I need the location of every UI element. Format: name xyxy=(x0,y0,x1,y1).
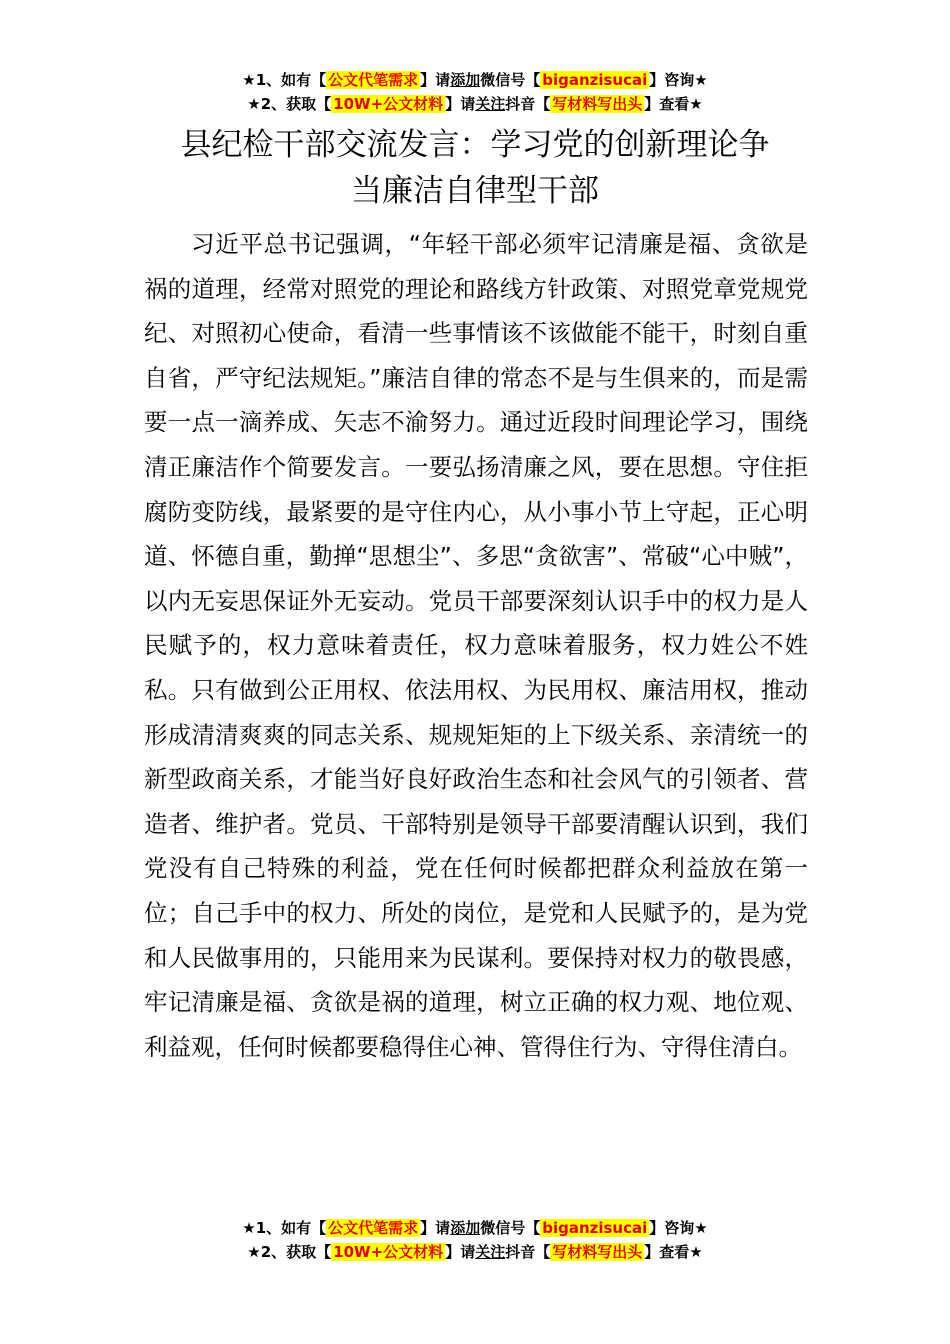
footer-banner xyxy=(0,1216,950,1264)
highlight-materials: 10W+公文材料 xyxy=(333,95,444,113)
highlight-materials: 10W+公文材料 xyxy=(333,1243,444,1261)
banner-line-1: ★1、如有【 公文代笔需求 】请添加微信号【 biganzisucai 】咨询★ xyxy=(242,1219,708,1237)
banner-line-2: ★2、获取【 10W+公文材料 】请关注抖音【 写材料写出头 】查看★ xyxy=(247,95,703,113)
douyin-account: 写材料写出头 xyxy=(552,95,643,113)
title-line-2: 当廉洁自律型干部 xyxy=(351,173,599,209)
title-line-1: 县纪检干部交流发言：学习党的创新理论争 xyxy=(180,127,770,163)
document-title xyxy=(0,122,950,214)
banner-line-1: ★1、如有【 公文代笔需求 】请添加微信号【 biganzisucai 】咨询★ xyxy=(242,71,708,89)
douyin-account: 写材料写出头 xyxy=(552,1243,643,1261)
wechat-id: biganzisucai xyxy=(542,71,648,89)
highlight-ghostwriting: 公文代笔需求 xyxy=(328,71,419,89)
highlight-ghostwriting: 公文代笔需求 xyxy=(328,1219,419,1237)
banner-line-2: ★2、获取【 10W+公文材料 】请关注抖音【 写材料写出头 】查看★ xyxy=(247,1243,703,1261)
header-banner xyxy=(0,68,950,116)
body-paragraph: 习近平总书记强调，“年轻干部必须牢记清廉是福、贪欲是祸的道理，经常对照党的理论和路线方针政策、对照党章党规党纪、对照初心使命，看清一些事情该不该做能不能干，时刻自重自省，严守纪法规矩。”廉洁自律的常态不是与生俱来的，而是需要一点一滴养成、矢志不渝努力。通过近段时间理论学习，围绕清正廉洁作个简要发言。一要弘扬清廉之风，要在思想。守住拒腐防变防线，最紧要的是守住内心，从小事小节上守起，正心明道、怀德自重，勤掸“思想尘”、多思“贪欲害”、常破“心中贼”，以内无妄思保证外无妄动。党员干部要深刻认识手中的权力是人民赋予的，权力意味着责任，权力意味着服务，权力姓公不姓私。只有做到公正用权、依法用权、为民用权、廉洁用权，推动形成清清爽爽的同志关系、规规矩矩的上下级关系、亲清统一的新型政商关系，才能当好良好政治生态和社会风气的引领者、营造者、维护者。党员、干部特别是领导干部要清醒认识到，我们党没有自己特殊的利益，党在任何时候都把群众利益放在第一位；自己手中的权力、所处的岗位，是党和人民赋予的，是为党和人民做事用的，只能用来为民谋利。要保持对权力的敬畏感，牢记清廉是福、贪欲是祸的道理，树立正确的权力观、地位观、利益观，任何时候都要稳得住心神、管得住行为、守得住清白。 xyxy=(144,230,808,1061)
wechat-id: biganzisucai xyxy=(542,1219,648,1237)
